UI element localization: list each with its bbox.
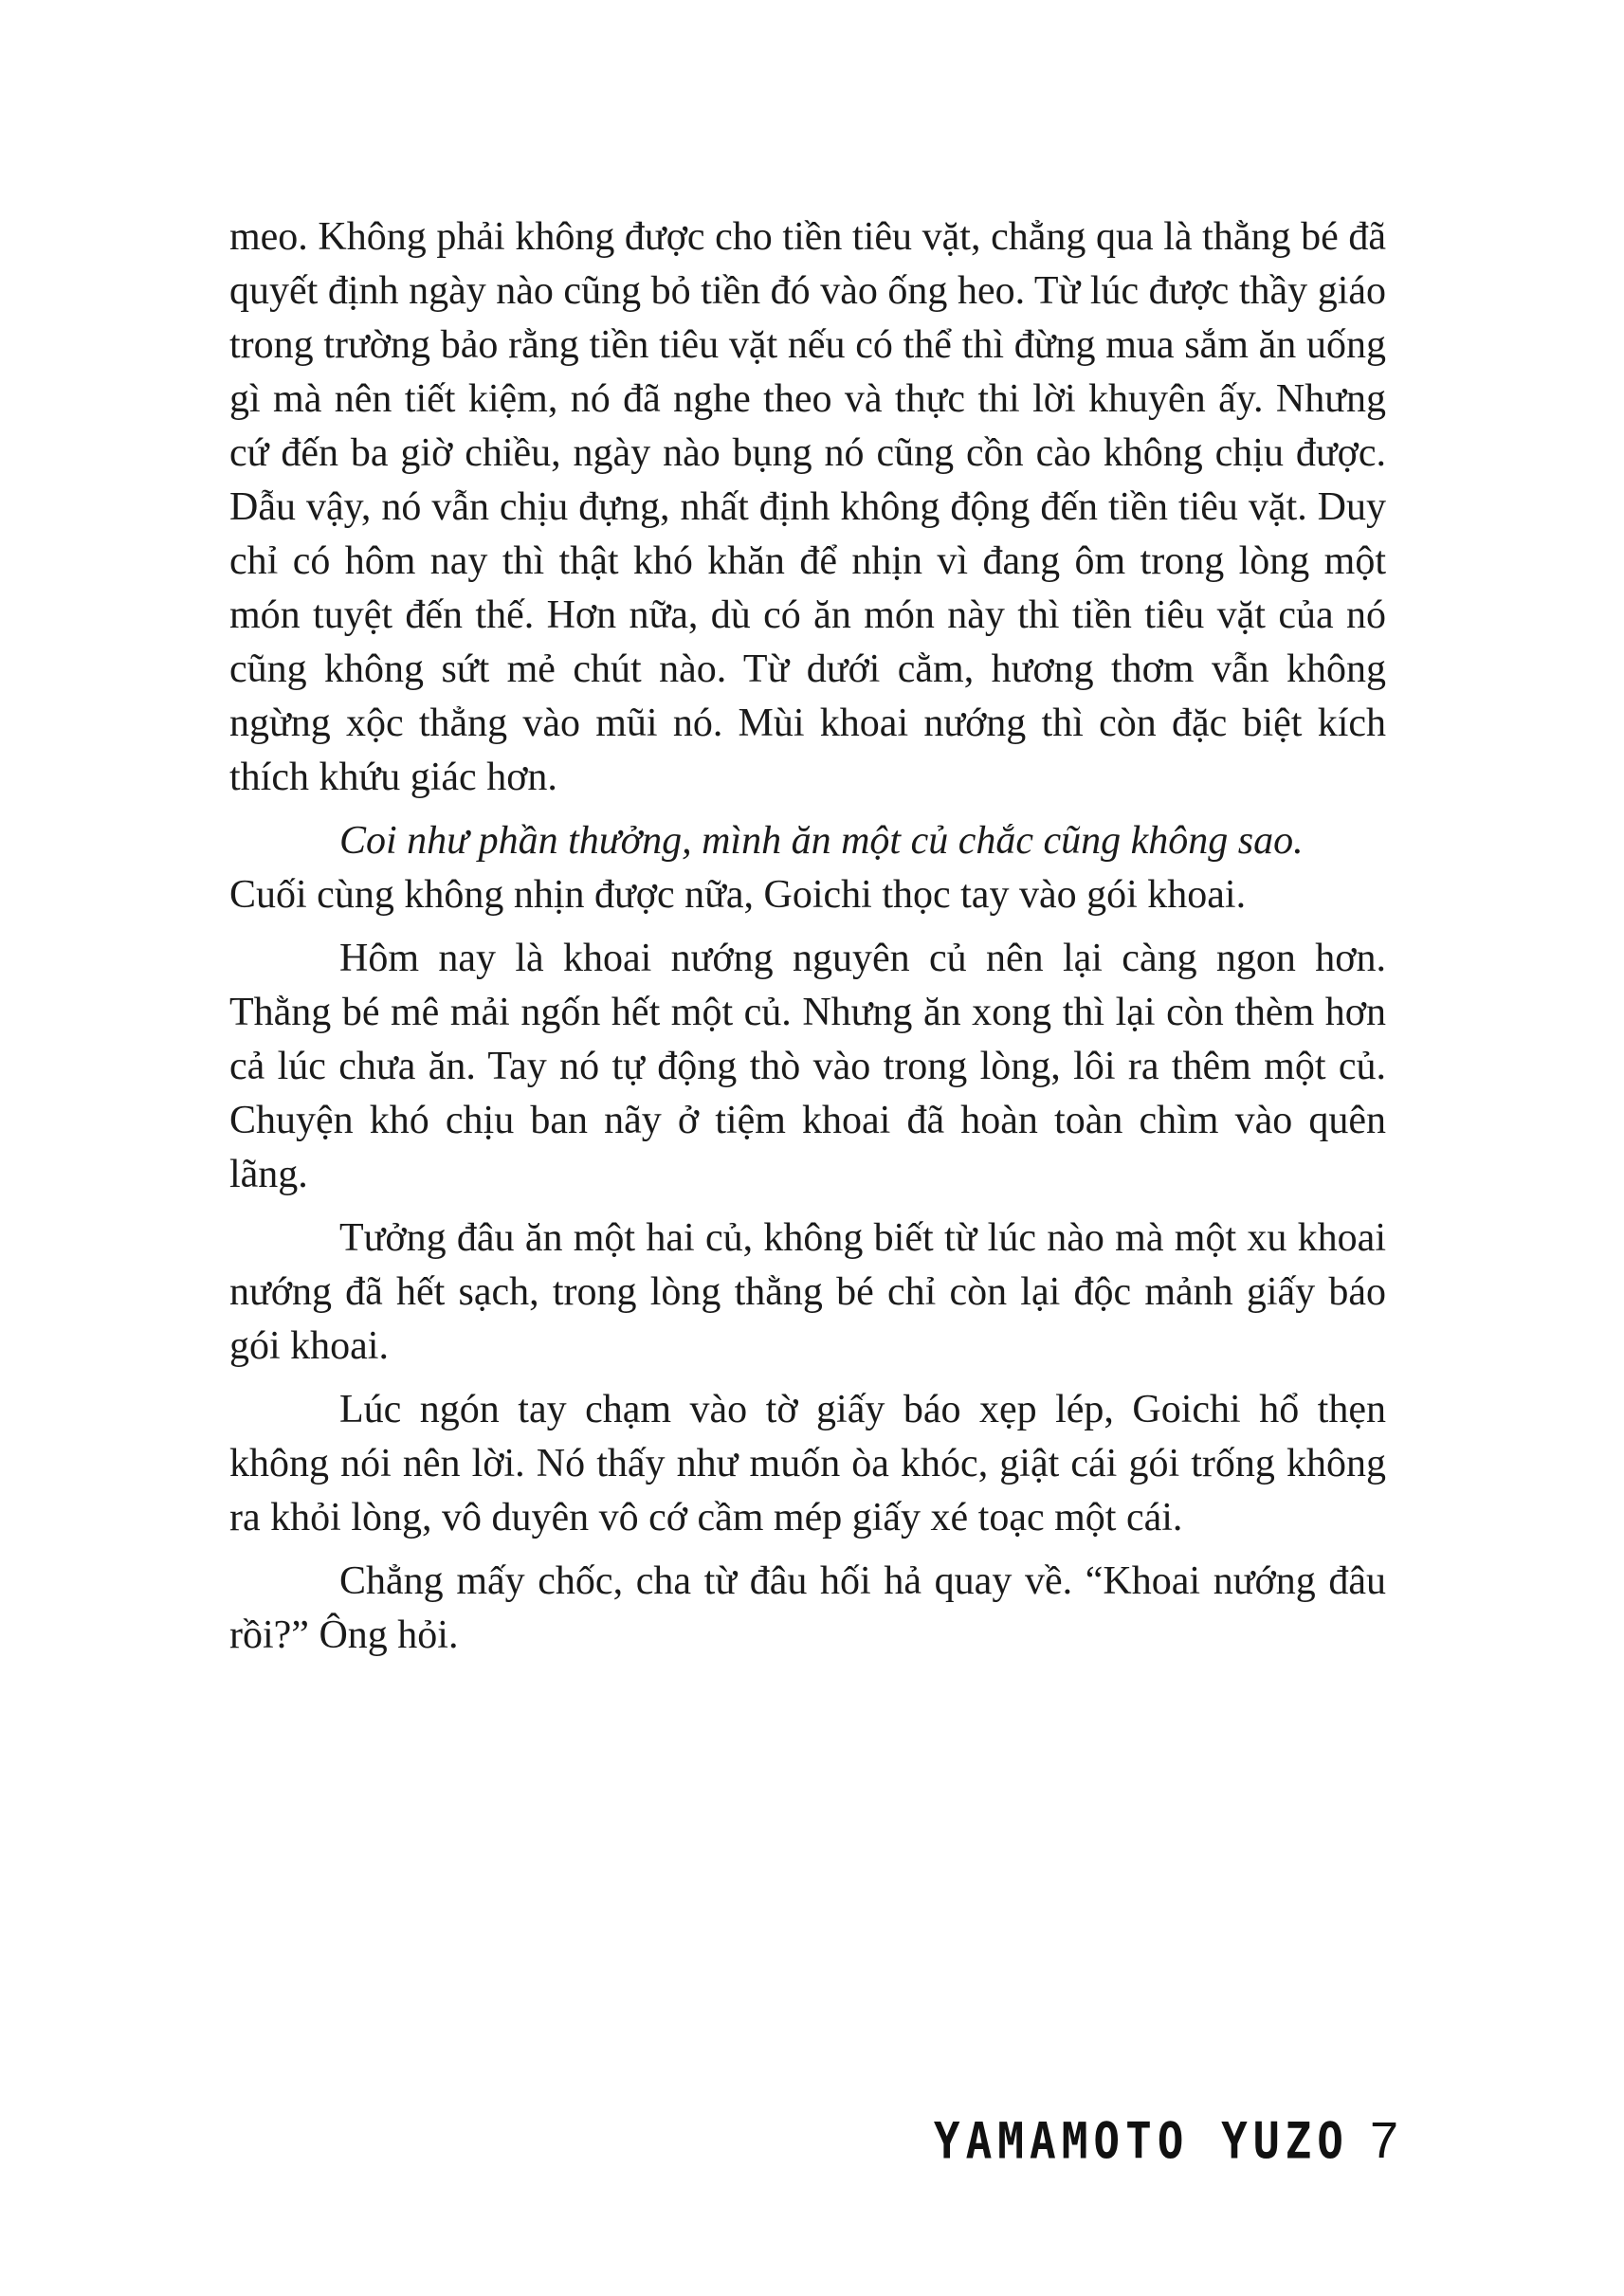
- paragraph-2: [229, 814, 1386, 922]
- paragraph-4: Tưởng đâu ăn một hai củ, không biết từ lúc nào mà một xu khoai nướng đã hết sạch, trong lòng thằng bé chỉ còn lại độc mảnh giấy báo gói khoai.: [229, 1216, 1386, 1368]
- paragraph-5: Lúc ngón tay chạm vào tờ giấy báo xẹp lép, Goichi hổ thẹn không nói nên lời. Nó thấy như muốn òa khóc, giật cái gói trống không ra khỏi lòng, vô duyên vô cớ cầm mép giấy xé toạc một cái.: [229, 1388, 1386, 1540]
- page-footer: [867, 2103, 1398, 2178]
- inner-thought: Coi như phần thưởng, mình ăn một củ chắc cũng không sao.: [339, 819, 1304, 863]
- paragraph-2-rest: Cuối cùng không nhịn được nữa, Goichi thọc tay vào gói khoai.: [229, 873, 1247, 917]
- author-name: YAMAMOTO YUZO: [933, 2110, 1349, 2171]
- page-number: 7: [1369, 2112, 1398, 2169]
- paragraph-1: meo. Không phải không được cho tiền tiêu vặt, chẳng qua là thằng bé đã quyết định ngày nào cũng bỏ tiền đó vào ống heo. Từ lúc được thầy giáo trong trường bảo rằng tiền tiêu vặt nếu có thể thì đừng mua sắm ăn uống gì mà nên tiết kiệm, nó đã nghe theo và thực thi lời khuyên ấy. Nhưng cứ đến ba giờ chiều, ngày nào bụng nó cũng cồn cào không chịu được. Dẫu vậy, nó vẫn chịu đựng, nhất định không động đến tiền tiêu vặt. Duy chỉ có hôm nay thì thật khó khăn để nhịn vì đang ôm trong lòng một món tuyệt đến thế. Hơn nữa, dù có ăn món này thì tiền tiêu vặt của nó cũng không sứt mẻ chút nào. Từ dưới cằm, hương thơm vẫn không ngừng xộc thẳng vào mũi nó. Mùi khoai nướng thì còn đặc biệt kích thích khứu giác hơn.: [229, 215, 1386, 799]
- paragraph-3: Hôm nay là khoai nướng nguyên củ nên lại càng ngon hơn. Thằng bé mê mải ngốn hết một củ. Nhưng ăn xong thì lại còn thèm hơn cả lúc chưa ăn. Tay nó tự động thò vào trong lòng, lôi ra thêm một củ. Chuyện khó chịu ban nãy ở tiệm khoai đã hoàn toàn chìm vào quên lãng.: [229, 937, 1386, 1196]
- body-text: [229, 210, 1386, 1663]
- paragraph-6: Chẳng mấy chốc, cha từ đâu hối hả quay về. “Khoai nướng đâu rồi?” Ông hỏi.: [229, 1559, 1386, 1657]
